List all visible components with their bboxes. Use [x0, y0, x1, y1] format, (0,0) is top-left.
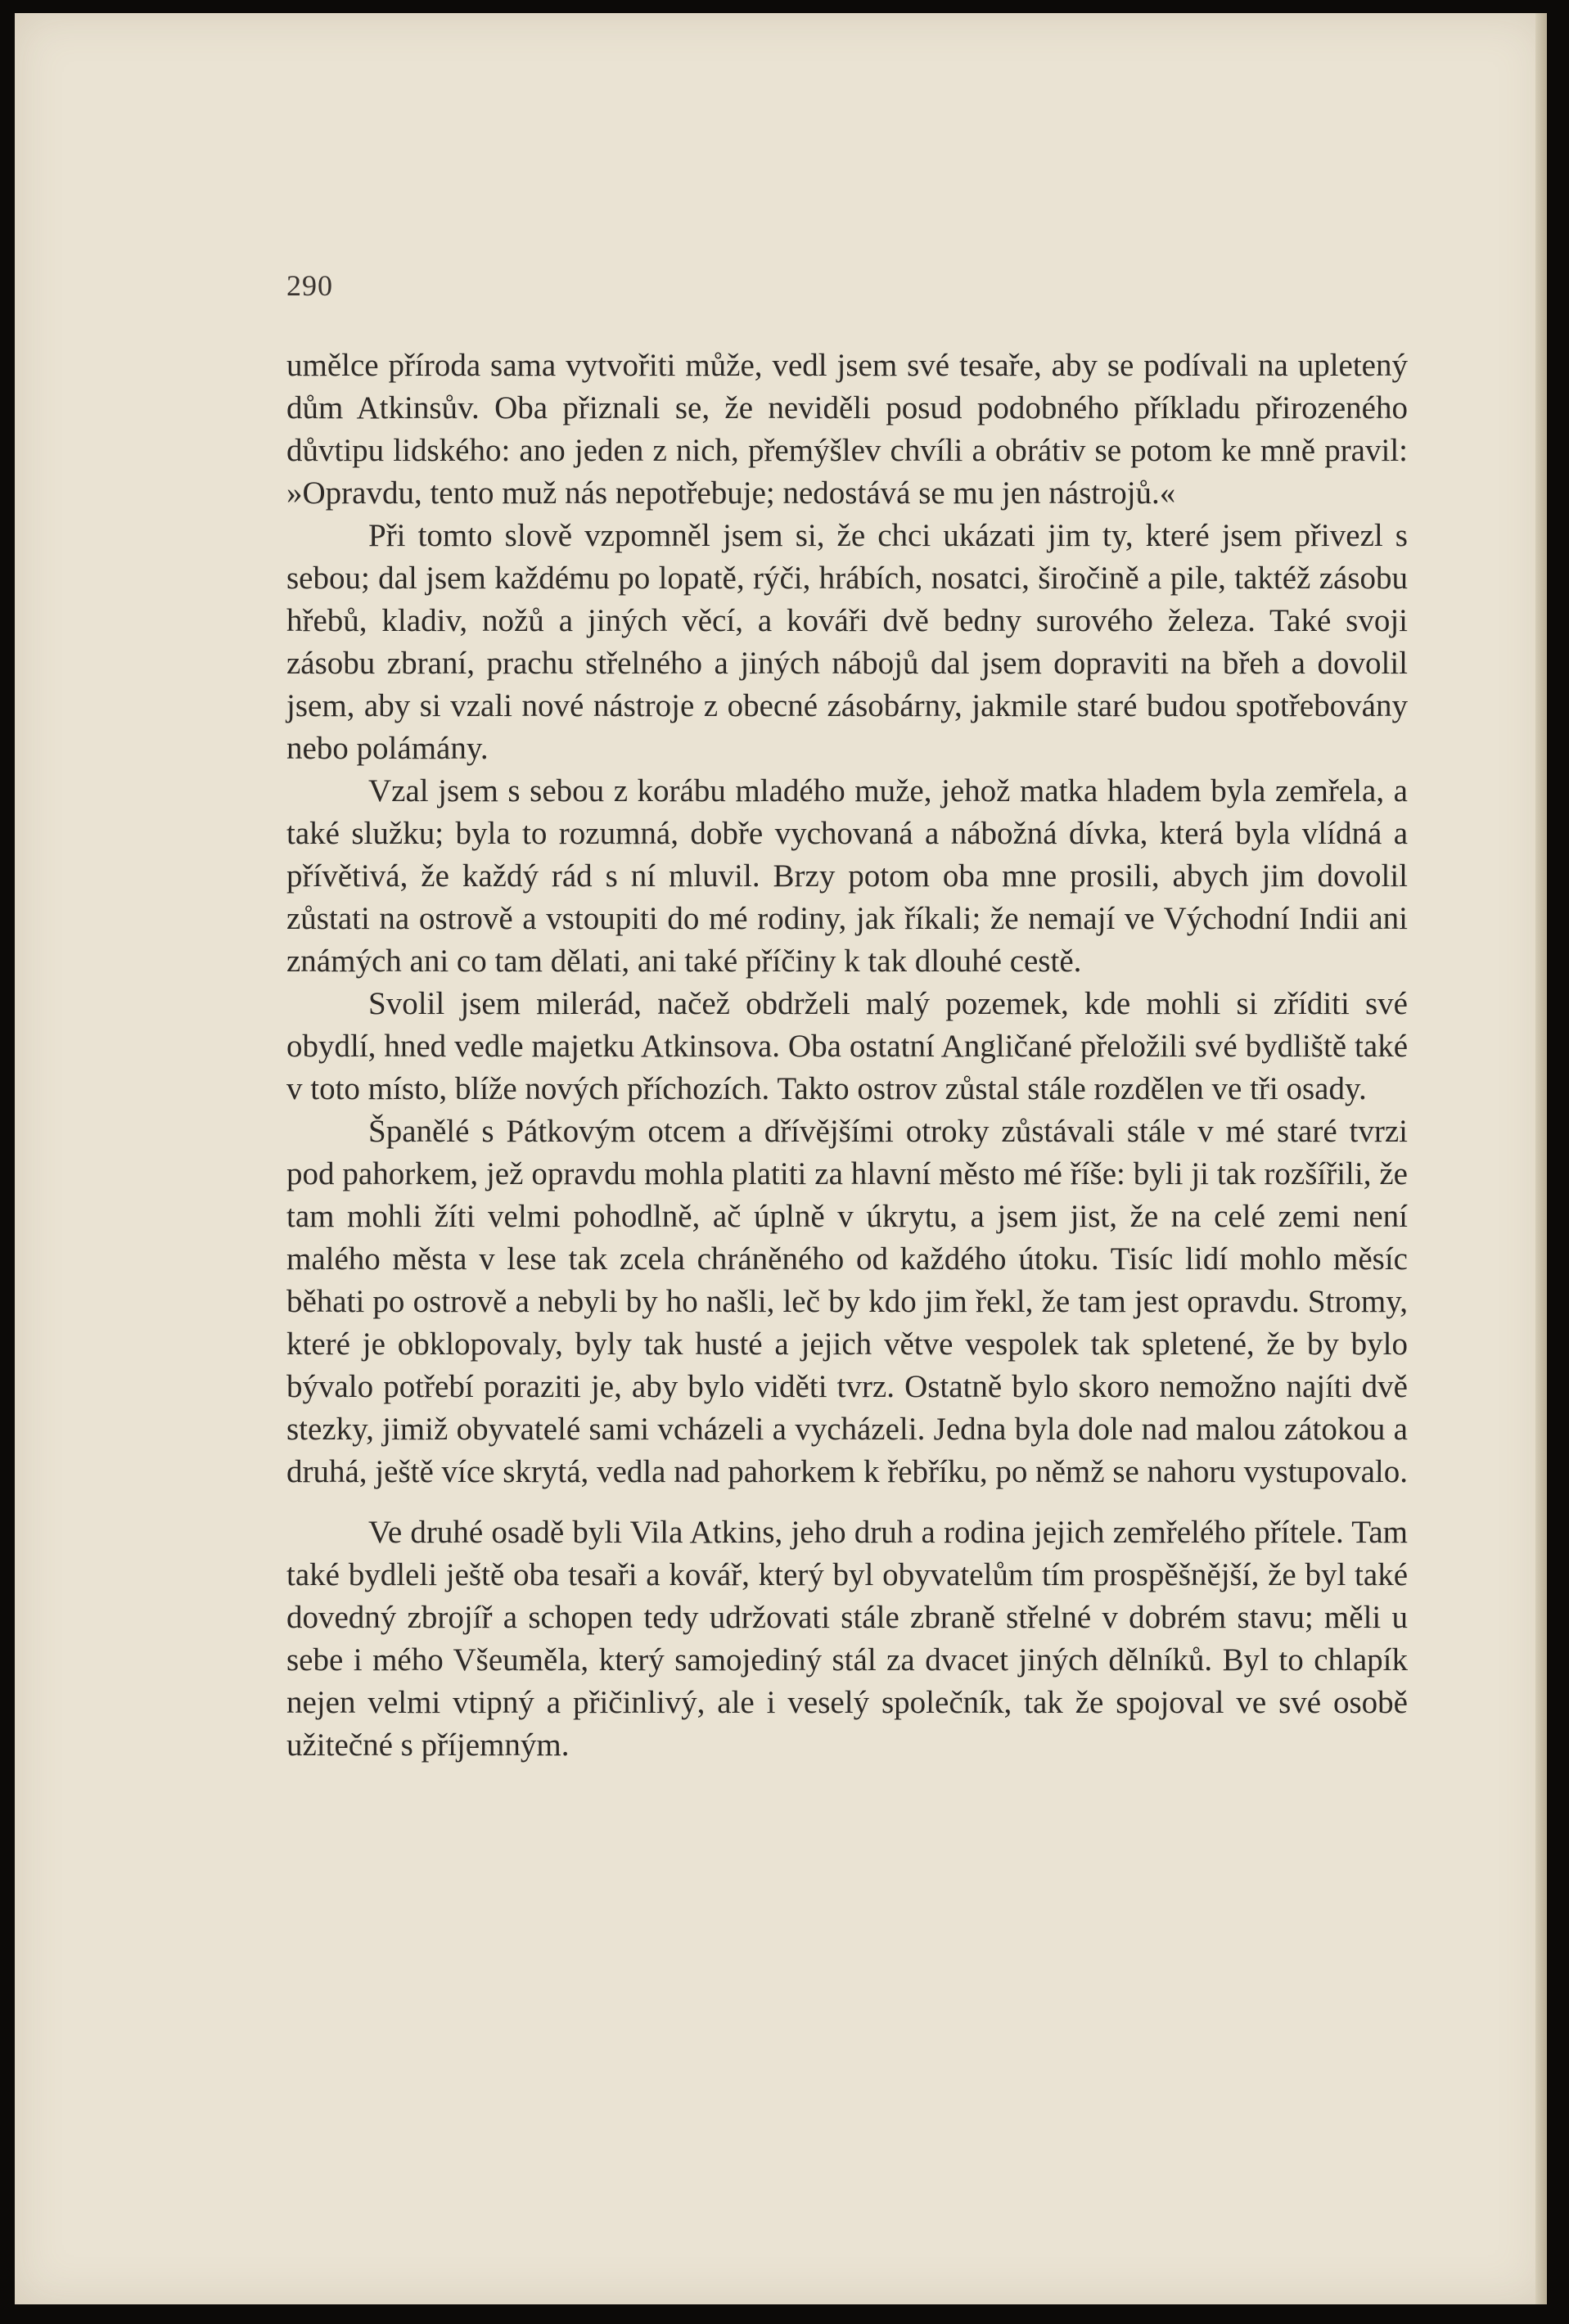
paragraph: Svolil jsem milerád, načež obdrželi malý pozemek, kde mohli si zříditi své obydlí, hned vedle majetku Atkinsova. Oba ostatní Angličané přeložili své bydliště také v toto místo, blíže nových příchozích. Takto ostrov zůstal stále rozdělen ve tři osady. [286, 986, 1408, 1106]
paragraph: Španělé s Pátkovým otcem a dřívějšími otroky zůstávali stále v mé staré tvrzi pod pahorkem, jež opravdu mohla platiti za hlavní město mé říše: byli ji tak rozšířili, že tam mohli žíti velmi pohodlně, ač úplně v úkrytu, a jsem jist, že na celé zemi není malého města v lese tak zcela chráněného od každého útoku. Tisíc lidí mohlo měsíc běhati po ostrově a nebyli by ho našli, leč by kdo jim řekl, že tam jest opravdu. Stromy, které je obklopovaly, byly tak husté a jejich větve vespolek tak spletené, že by bylo bývalo potřebí poraziti je, aby bylo viděti tvrz. Ostatně bylo skoro nemožno najíti dvě stezky, jimiž obyvatelé sami vcházeli a vycházeli. Jedna byla dole nad malou zátokou a druhá, ještě více skrytá, vedla nad pahorkem k řebříku, po němž se nahoru vystupovalo. [286, 1114, 1409, 1489]
paragraph: umělce příroda sama vytvořiti může, vedl jsem své tesaře, aby se podívali na upletený dům Atkinsův. Oba přiznali se, že neviděli posud podobného příkladu přirozeného důvtipu lidského: ano jeden z nich, přemýšlev chvíli a obrátiv se potom ke mně pravil: »Opravdu, tento muž nás nepotřebuje; nedostává se mu jen nástrojů.« [286, 348, 1408, 511]
paragraph: Při tomto slově vzpomněl jsem si, že chci ukázati jim ty, které jsem přivezl s sebou; dal jsem každému po lopatě, rýči, hrábích, nosatci, širočině a pile, taktéž zásobu hřebů, kladiv, nožů a jiných věcí, a kováři dvě bedny surového železa. Také svoji zásobu zbraní, prachu střelného a jiných nábojů dal jsem dopraviti na břeh a dovolil jsem, aby si vzali nové nástroje z obecné zásobárny, jakmile staré budou spotřebovány nebo polámány. [286, 518, 1408, 766]
paragraph: Ve druhé osadě byli Vila Atkins, jeho druh a rodina jejich zemřelého přítele. Tam také bydleli ještě oba tesaři a kovář, který byl obyvatelům tím prospěšnější, že byl také dovedný zbrojíř a schopen tedy udržovati stále zbraně střelné v dobrém stavu; měli u sebe i mého Všeuměla, který samojediný stál za dvacet jiných dělníků. Byl to chlapík nejen velmi vtipný a přičinlivý, ale i veselý společník, tak že spojoval ve své osobě užitečné s příjemným. [286, 1515, 1408, 1763]
paragraph: Vzal jsem s sebou z korábu mladého muže, jehož matka hladem byla zemřela, a také služku; byla to rozumná, dobře vychovaná a nábožná dívka, která byla vlídná a přívětivá, že každý rád s ní mluvil. Brzy potom oba mne prosili, abych jim dovolil zůstati na ostrově a vstoupiti do mé rodiny, jak říkali; že nemají ve Východní Indii ani známých ani co tam dělati, ani také příčiny k tak dlouhé cestě. [286, 773, 1408, 979]
page-edge [1535, 13, 1547, 2304]
page-number: 290 [286, 269, 333, 302]
text-block [286, 345, 1408, 1767]
book-page [15, 13, 1547, 2304]
